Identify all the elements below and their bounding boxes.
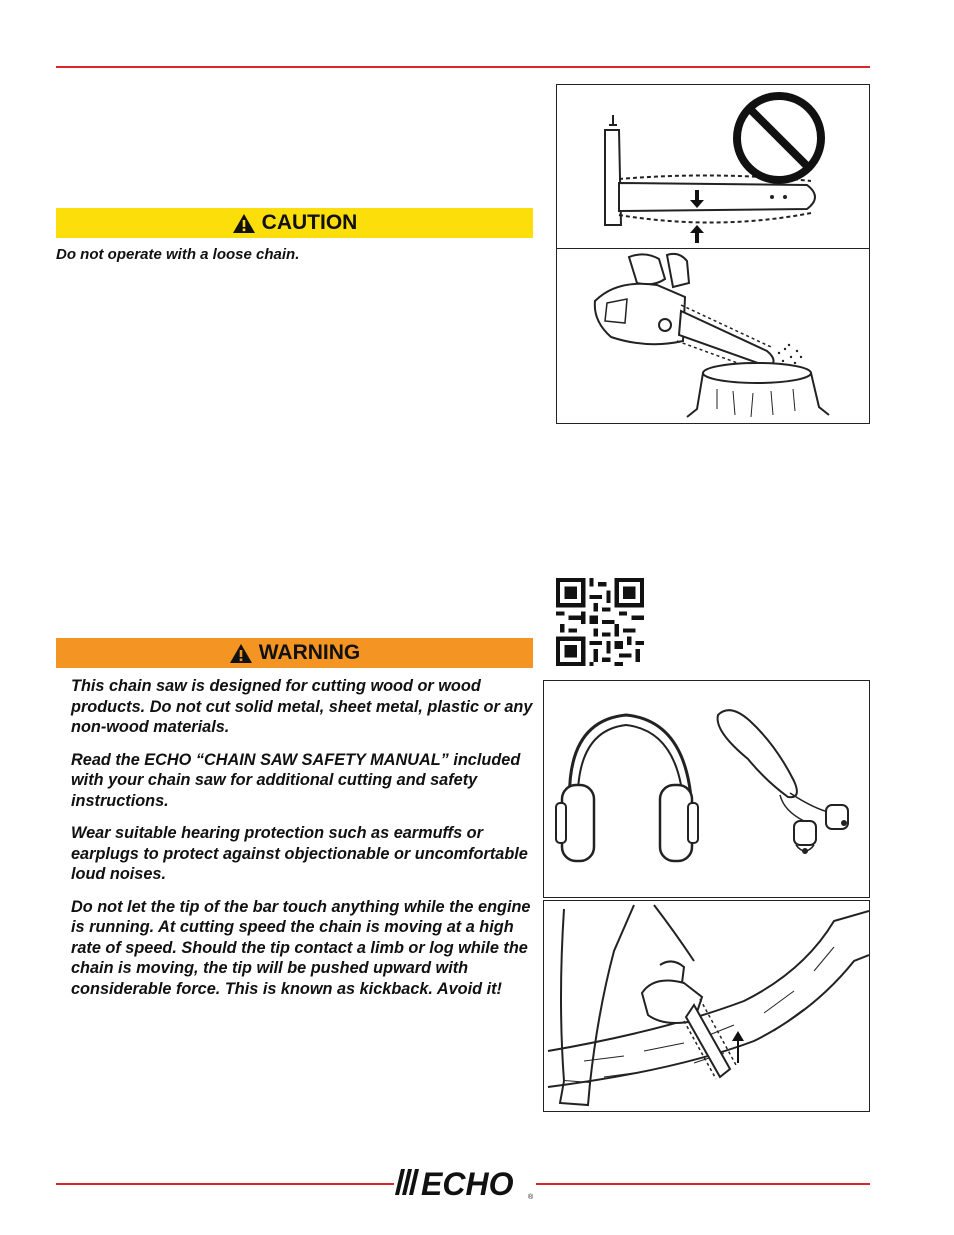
chainsaw-icon (595, 284, 774, 373)
warning-triangle-icon (232, 213, 256, 234)
footer-rule-left (56, 1183, 394, 1185)
echo-logo-text: ECHO (421, 1167, 514, 1201)
kickback-figure (543, 900, 870, 1112)
registered-mark: ® (528, 1194, 534, 1201)
caution-banner (56, 208, 533, 238)
sawdust-icon (778, 344, 802, 364)
warning-triangle-icon (229, 643, 253, 664)
warning-label: WARNING (258, 641, 361, 664)
caution-text: Do not operate with a loose chain. (56, 246, 300, 263)
stump-cutting-figure (556, 248, 870, 424)
arrow-up-icon (690, 225, 704, 243)
header-rule (56, 66, 870, 68)
footer-rule-right (536, 1183, 870, 1185)
warning-paragraph: Wear suitable hearing protection such as earmuffs or earplugs to protect against objectionable or uncomfortable loud noises. (71, 824, 528, 883)
warning-paragraph: Read the ECHO “CHAIN SAW SAFETY MANUAL” included with your chain saw for additional cutting and safety instructions. (71, 750, 521, 810)
hand-icon (629, 254, 689, 287)
warning-paragraph: Do not let the tip of the bar touch anything while the engine is running. At cutting speed the chain is moving at a high rate of speed. Should the tip contact a limb or log while the chain is moving, the tip will be pushed upward with considerable force. This is known as kickback. Avoid it! (71, 897, 531, 998)
warning-paragraph: This chain saw is designed for cutting wood or wood products. Do not cut solid metal, sheet metal, plastic or any non-wood materials. (71, 677, 533, 736)
warning-body (71, 676, 533, 1011)
warning-banner (56, 638, 533, 668)
prohibition-icon (737, 96, 821, 180)
caution-label: CAUTION (261, 211, 358, 234)
qr-code[interactable] (556, 578, 644, 666)
speed-stripes-icon (395, 1169, 419, 1195)
echo-logo (395, 1167, 537, 1206)
earmuffs-icon (556, 715, 698, 861)
log-icon (548, 911, 869, 1087)
earplug-icon (718, 710, 848, 854)
loose-chain-figure (556, 84, 870, 250)
tree-stump-icon (687, 363, 829, 417)
hearing-protection-figure (543, 680, 870, 898)
arrow-up-icon (732, 1031, 744, 1063)
